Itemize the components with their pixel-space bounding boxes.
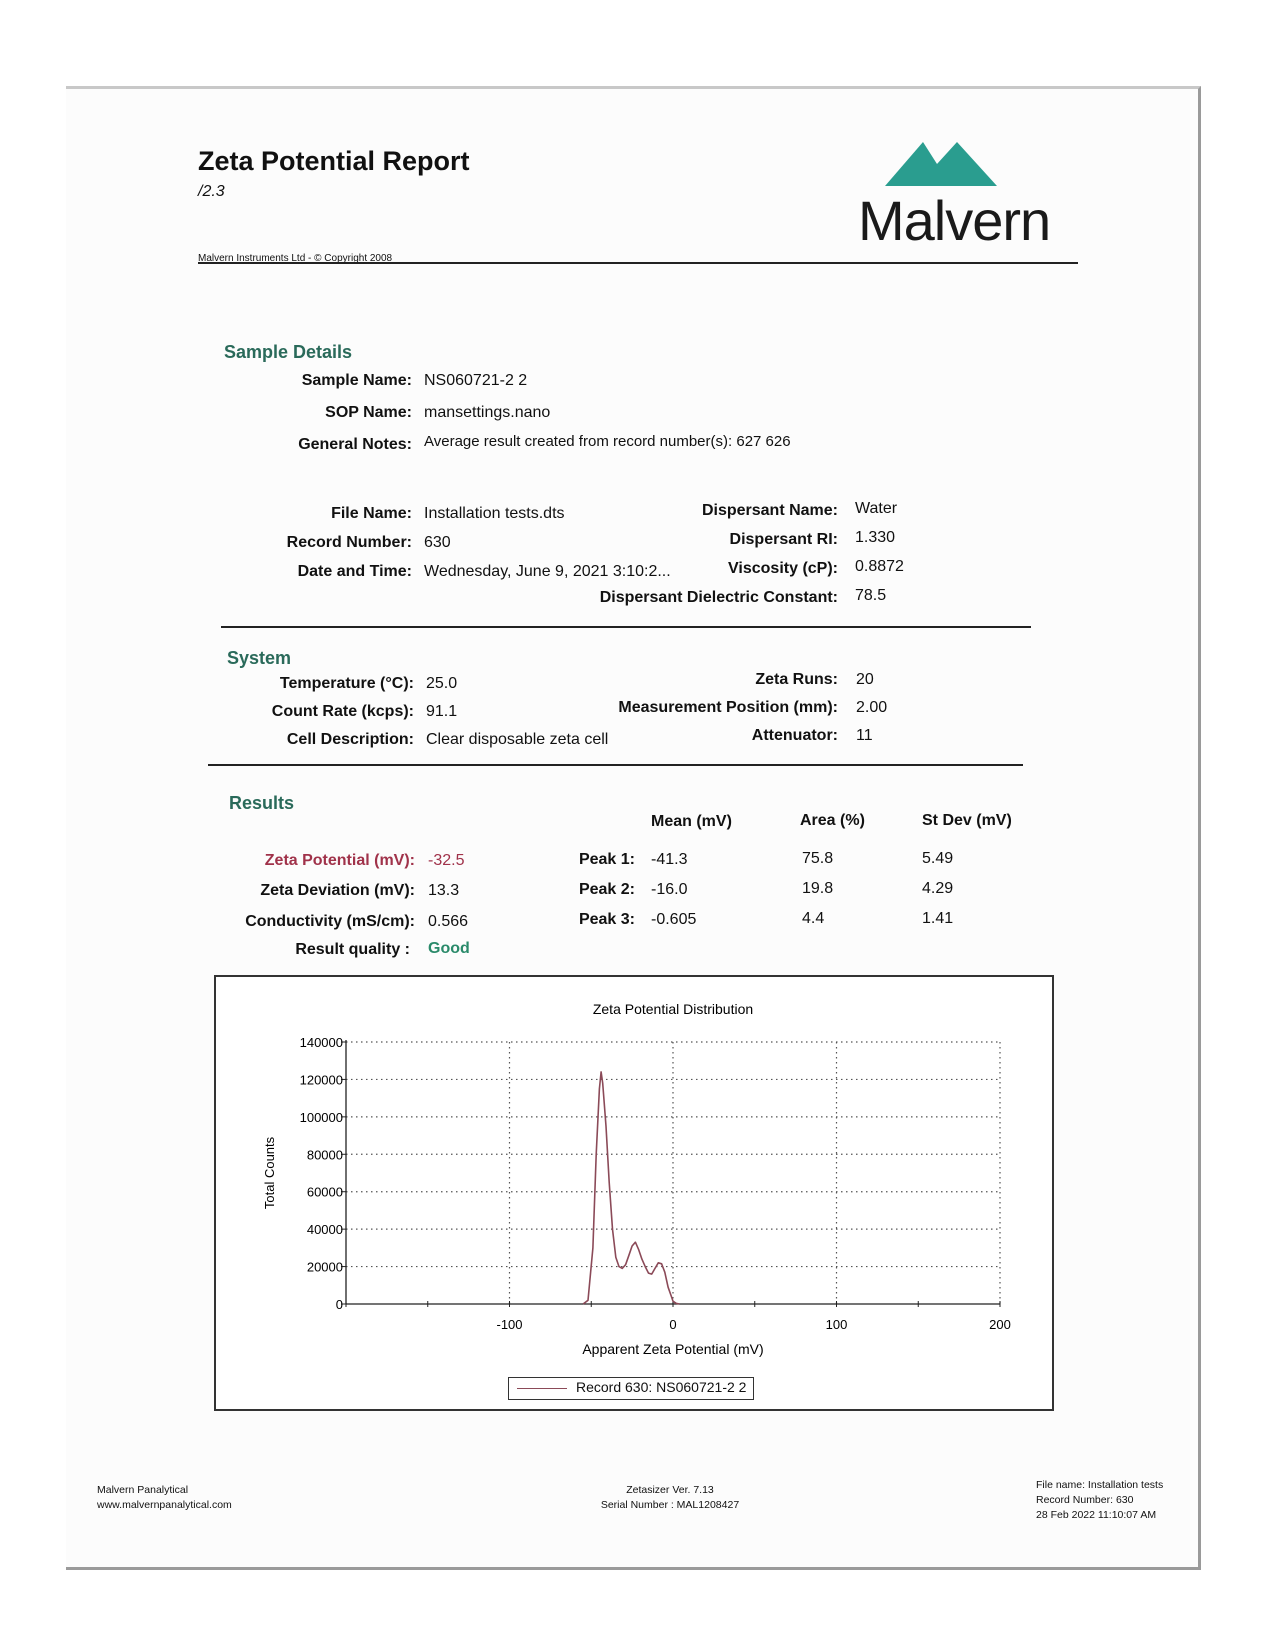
peak-3-stdev: 1.41 [922, 910, 954, 927]
file-name-label: File Name: [331, 505, 412, 522]
result-quality-label: Result quality : [295, 941, 410, 958]
peak-1-area: 75.8 [802, 850, 834, 867]
count-rate-value: 91.1 [426, 703, 458, 720]
legend-series-label: Record 630: NS060721-2 2 [576, 1379, 747, 1395]
x-tick-label: -100 [496, 1317, 523, 1332]
stdev-column-header: St Dev (mV) [922, 812, 1012, 829]
zeta-distribution-chart [214, 975, 1050, 1407]
general-notes-value: Average result created from record number(s): 627 626 [424, 433, 791, 450]
temperature-label: Temperature (°C): [279, 675, 414, 692]
y-tick-label: 100000 [299, 1109, 343, 1125]
zeta-potential-label: Zeta Potential (mV): [264, 852, 415, 869]
dispersant-name-value: Water [855, 500, 898, 517]
date-time-value: Wednesday, June 9, 2021 3:10:2... [424, 563, 671, 580]
conductivity-label: Conductivity (mS/cm): [245, 913, 415, 930]
general-notes-label: General Notes: [298, 436, 412, 453]
y-tick-label: 40000 [306, 1222, 343, 1238]
measurement-position-label: Measurement Position (mm): [618, 699, 838, 716]
footer-company-name: Malvern Panalytical [97, 1484, 189, 1496]
file-name-value: Installation tests.dts [424, 505, 565, 522]
y-tick-label: 20000 [306, 1259, 343, 1275]
record-number-label: Record Number: [286, 534, 412, 551]
peak-2-label: Peak 2: [578, 881, 635, 898]
footer-file-info [1036, 1478, 1163, 1523]
y-tick-label: 60000 [306, 1184, 343, 1200]
record-number-value: 630 [424, 534, 451, 551]
x-tick-label: 100 [825, 1317, 848, 1332]
malvern-logo-text: Malvern [858, 189, 1051, 252]
peak-1-label: Peak 1: [578, 851, 635, 868]
chart-title: Zeta Potential Distribution [592, 1001, 754, 1017]
chart-legend [508, 1377, 754, 1400]
zeta-runs-value: 20 [856, 671, 874, 688]
y-tick-label: 80000 [306, 1147, 343, 1163]
footer-company [97, 1483, 232, 1513]
footer-instrument [560, 1483, 780, 1513]
dispersant-ri-label: Dispersant RI: [729, 531, 838, 548]
footer-record-number: Record Number: 630 [1036, 1494, 1134, 1506]
sop-name-label: SOP Name: [325, 404, 412, 421]
attenuator-value: 11 [856, 727, 873, 744]
footer-file-name: File name: Installation tests [1036, 1479, 1164, 1491]
series-line-1 [583, 1072, 679, 1304]
footer-timestamp: 28 Feb 2022 11:10:07 AM [1036, 1509, 1157, 1521]
x-axis-label: Apparent Zeta Potential (mV) [582, 1341, 764, 1357]
sample-name-label: Sample Name: [301, 372, 412, 389]
temperature-value: 25.0 [426, 675, 458, 692]
system-heading: System [227, 648, 292, 668]
footer-version: Zetasizer Ver. 7.13 [626, 1484, 714, 1496]
x-tick-label: 0 [669, 1317, 677, 1332]
peak-3-mean: -0.605 [651, 911, 697, 928]
peak-3-area: 4.4 [802, 910, 825, 927]
sample-divider [221, 626, 1031, 628]
peak-2-area: 19.8 [802, 880, 834, 897]
dispersant-ri-value: 1.330 [855, 529, 896, 546]
zeta-deviation-value: 13.3 [428, 882, 460, 899]
dielectric-value: 78.5 [855, 587, 887, 604]
result-quality-value: Good [428, 940, 470, 957]
measurement-position-value: 2.00 [856, 699, 888, 716]
legend-series-line [517, 1388, 567, 1389]
peak-3-label: Peak 3: [578, 911, 635, 928]
sample-details-heading: Sample Details [224, 342, 353, 362]
report-version: /2.3 [198, 183, 225, 200]
date-time-label: Date and Time: [297, 563, 412, 580]
footer-serial: Serial Number : MAL1208427 [600, 1499, 740, 1511]
zeta-potential-value: -32.5 [428, 852, 465, 869]
mean-column-header: Mean (mV) [651, 813, 732, 830]
conductivity-value: 0.566 [428, 913, 469, 930]
y-axis-label: Total Counts [262, 1136, 277, 1210]
y-tick-label: 0 [335, 1297, 343, 1312]
cell-value: Clear disposable zeta cell [426, 731, 609, 748]
header-divider [198, 262, 1078, 264]
malvern-logo-icon [885, 140, 1005, 188]
cell-label: Cell Description: [286, 731, 414, 748]
dispersant-name-label: Dispersant Name: [701, 502, 838, 519]
zeta-deviation-label: Zeta Deviation (mV): [260, 882, 415, 899]
zeta-runs-label: Zeta Runs: [755, 671, 838, 688]
copyright-text: Malvern Instruments Ltd - © Copyright 2008 [198, 253, 393, 264]
viscosity-value: 0.8872 [855, 558, 904, 575]
peak-1-stdev: 5.49 [922, 850, 954, 867]
sample-name-value: NS060721-2 2 [424, 372, 528, 389]
report-title: Zeta Potential Report [198, 146, 470, 176]
system-divider [208, 764, 1023, 766]
dielectric-label: Dispersant Dielectric Constant: [599, 589, 838, 606]
area-column-header: Area (%) [800, 812, 865, 829]
count-rate-label: Count Rate (kcps): [271, 703, 414, 720]
footer-website[interactable]: www.malvernpanalytical.com [97, 1499, 232, 1511]
x-tick-label: 200 [989, 1317, 1011, 1332]
peak-2-stdev: 4.29 [922, 880, 954, 897]
y-tick-label: 140000 [299, 1035, 343, 1050]
peak-1-mean: -41.3 [651, 851, 688, 868]
peak-2-mean: -16.0 [651, 881, 688, 898]
viscosity-label: Viscosity (cP): [728, 560, 838, 577]
attenuator-label: Attenuator: [751, 727, 838, 744]
y-tick-label: 120000 [299, 1072, 343, 1088]
sop-name-value: mansettings.nano [424, 404, 551, 421]
results-heading: Results [229, 793, 295, 813]
